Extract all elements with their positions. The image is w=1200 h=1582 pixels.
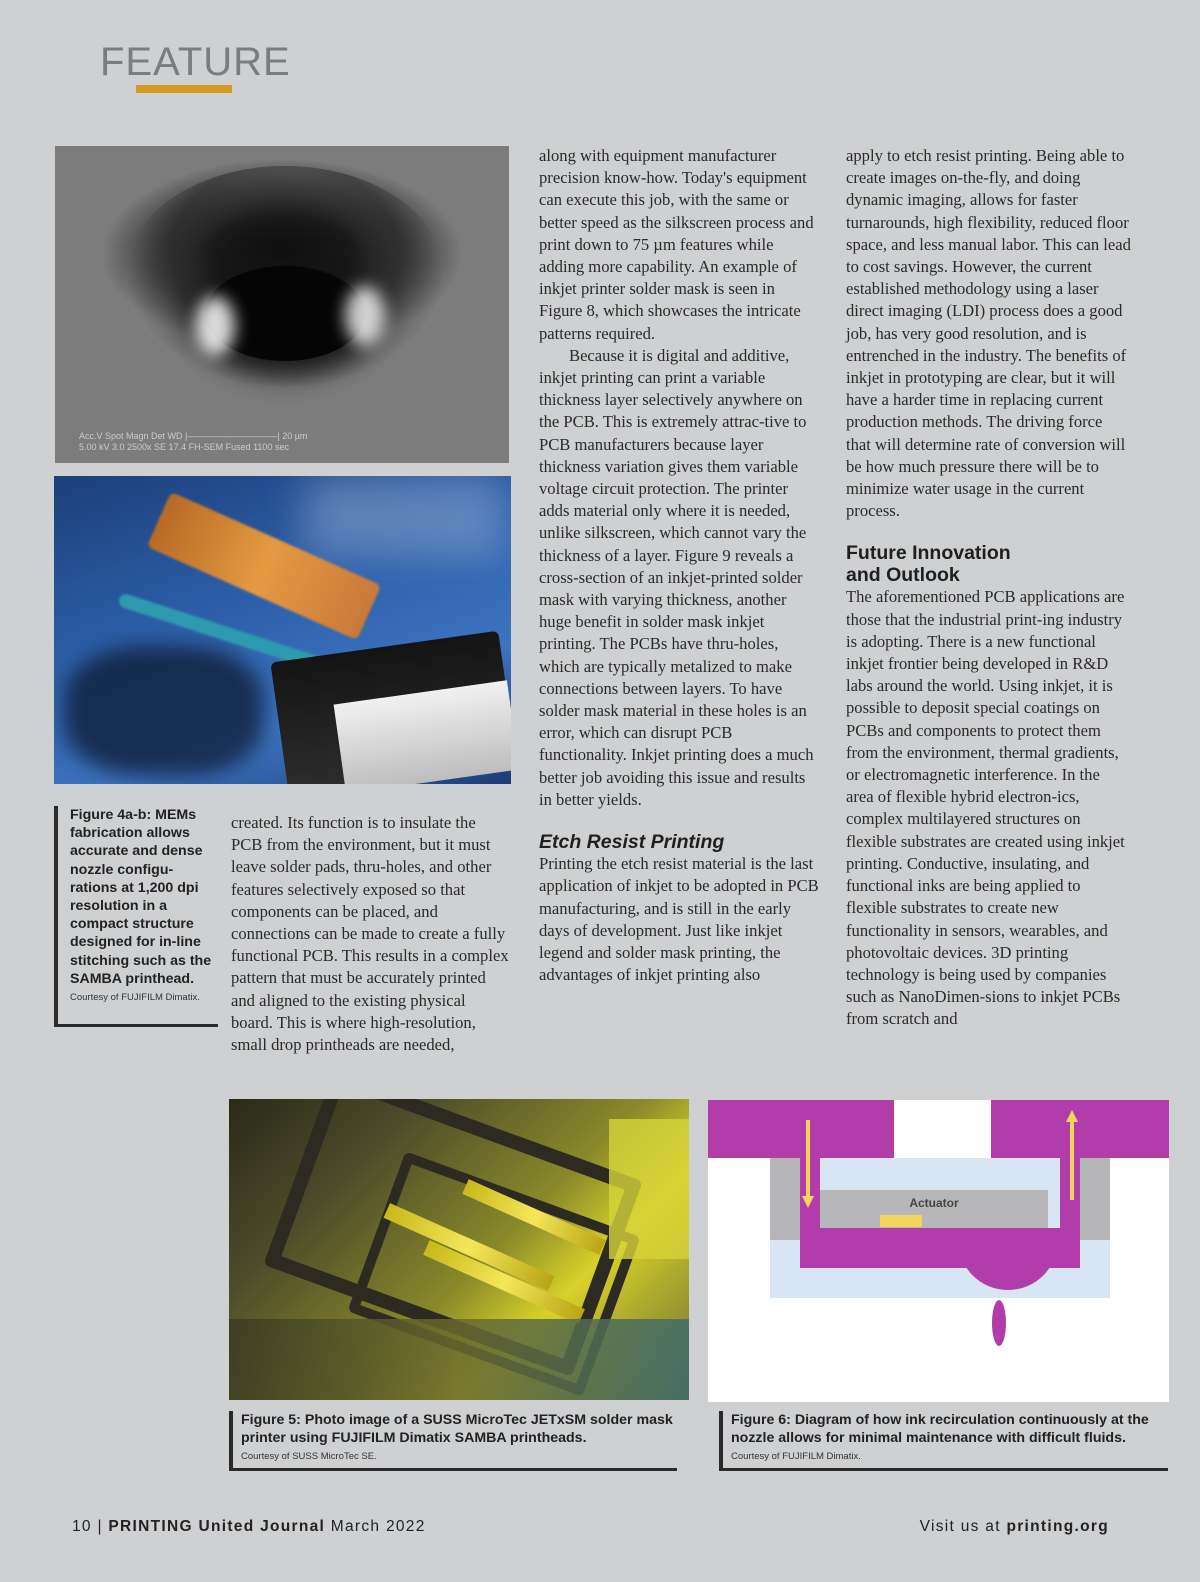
flow-arrow-down-icon — [802, 1196, 814, 1208]
figure-4-caption: Figure 4a-b: MEMs fabrication allows accurate and dense nozzle configu-rations at 1,200 dpi resolution in a compact structure designed for in-line stitching such as the SAMBA printhead. — [70, 807, 212, 987]
sem-readout-line-2: 5.00 kV 3.0 2500x SE 17.4 FH-SEM Fused 1100 sec — [79, 442, 289, 452]
actuator-element — [880, 1215, 922, 1227]
visit-prefix: Visit us at — [919, 1518, 1001, 1535]
issue-date: March 2022 — [330, 1518, 426, 1535]
footer-right — [920, 1518, 1109, 1536]
col2-paragraph-2: Because it is digital and additive, inkjet printing can print a variable thickness layer selectively anywhere on the PCB. This is extremely attrac-tive to PCB manufacturers because layer thickness variation gives them variable voltage circuit protection. The printer adds material only where it is needed, unlike silkscreen, which cannot vary the thickness of a layer. Figure 9 reveals a cross-section of an inkjet-printed solder mask with varying thickness, another huge benefit in solder mask inkjet printing. The PCBs have thru-holes, which are typically metalized to make connections between layers. To have solder mask material in these holes is an error, which can disrupt PCB functionality. Inkjet printing does a much better job avoiding this issue and results in better yields. — [539, 345, 814, 809]
sem-readout-line-1: Acc.V Spot Magn Det WD |——————————| 20 µm — [79, 431, 308, 441]
col2-paragraph-1: along with equipment manufacturer precision know-how. Today's equipment can execute this job, with the same or better speed as the silkscreen process and print down to 75 µm features while adding more capability. An example of inkjet printer solder mask is seen in Figure 8, which showcases the intricate patterns required. — [539, 146, 814, 343]
background-yellow-panel — [609, 1119, 689, 1259]
heading-line-1: Future Innovation — [846, 542, 1011, 565]
section-label: FEATURE — [100, 40, 291, 84]
column-2 — [539, 145, 821, 986]
figure-6-credit: Courtesy of FUJIFILM Dimatix. — [731, 1451, 861, 1463]
figure-6-caption: Figure 6: Diagram of how ink recirculation continuously at the nozzle allows for minimal maintenance with difficult fluids. — [731, 1412, 1149, 1447]
footer-left — [72, 1518, 426, 1536]
flow-arrow-down-shaft — [806, 1120, 810, 1200]
flow-arrow-up-shaft — [1070, 1120, 1074, 1200]
col3-paragraph-1: apply to etch resist printing. Being able to create images on-the-fly, and doing dynamic imaging, allows for faster turnarounds, high flexibility, reduced floor space, and less manual labor. This can lead to cost savings. However, the current established methodology using a laser direct imaging (LDI) process does a good job, has very good resolution, and is entrenched in the industry. The benefits of inkjet in prototyping are clear, but it will have a harder time in replacing current production methods. The driving force that will determine rate of conversion will be how much pressure there will be to minimize water usage in the current process. — [846, 146, 1131, 521]
heading-line-2: and Outlook — [846, 564, 960, 587]
col2-paragraph-3: Printing the etch resist material is the last application of inkjet to be adopted in PCB manufacturing, and is still in the early days of development. Just like inkjet legend and solder mask printing, the advantages of inkjet printing also — [539, 854, 819, 985]
sem-readout — [79, 431, 379, 453]
machine-base — [229, 1319, 689, 1400]
ink-droplet — [992, 1300, 1006, 1346]
page-number: 10 — [72, 1518, 92, 1535]
section-accent-bar — [136, 85, 232, 93]
publication-name: PRINTING United Journal — [108, 1518, 326, 1535]
ink-channel-right-top — [991, 1100, 1169, 1158]
figure-5-credit: Courtesy of SUSS MicroTec SE. — [241, 1451, 377, 1463]
figure-4b-printhead-photo — [54, 476, 511, 784]
photo-shadow — [64, 646, 264, 776]
column-3 — [846, 145, 1131, 1031]
col3-paragraph-2: The aforementioned PCB applications are those that the industrial print-ing industry is adopting. There is a new functional inkjet frontier being developed in R&D labs around the world. Using inkjet, it is possible to deposit special coatings on PCBs and components to protect them from the environment, thermal gradients, or electromagnetic interference. In the area of flexible hybrid electron-ics, complex multilayered structures on flexible substrates are created using inkjet printing. Conductive, insulating, and functional inks are being applied to flexible substrates to create new functionality in sensors, wearables, and photovoltaic devices. 3D printing technology is being used by companies such as NanoDimen-sions to inkjet PCBs from scratch and — [846, 587, 1125, 1029]
figure-6-diagram — [708, 1100, 1169, 1402]
figure-6-caption-box — [719, 1411, 1168, 1471]
col1-paragraph-1: created. Its function is to insulate the PCB from the environment, but it must leave solder pads, thru-holes, and other features selectively exposed so that components can be placed, and connections can be made to create a fully functional PCB. This results in a complex pattern that must be accurately printed and aligned to the existing physical board. This is where high-resolution, small drop printheads are needed, — [231, 813, 509, 1055]
etch-resist-heading: Etch Resist Printing — [539, 831, 725, 854]
actuator-block: Actuator — [820, 1190, 1048, 1240]
footer-separator: | — [97, 1518, 103, 1535]
figure-5-caption-box — [229, 1411, 677, 1471]
figure-4-caption-box — [54, 806, 218, 1027]
figure-5-photo — [229, 1099, 689, 1400]
future-innovation-heading — [846, 542, 1131, 586]
photo-light-blur — [304, 476, 504, 556]
website-link[interactable]: printing.org — [1006, 1518, 1109, 1535]
figure-5-caption: Figure 5: Photo image of a SUSS MicroTec JETxSM solder mask printer using FUJIFILM Dimatix SAMBA printheads. — [241, 1412, 673, 1447]
figure-4-credit: Courtesy of FUJIFILM Dimatix. — [70, 992, 200, 1004]
figure-4a-sem-image — [55, 146, 509, 463]
flow-arrow-up-icon — [1066, 1110, 1078, 1122]
column-1 — [231, 812, 511, 1056]
ink-channel-left-top — [708, 1100, 894, 1158]
chamber-wall-right — [1078, 1158, 1110, 1240]
sem-highlight-right — [345, 286, 385, 346]
sem-highlight-left — [195, 296, 235, 356]
